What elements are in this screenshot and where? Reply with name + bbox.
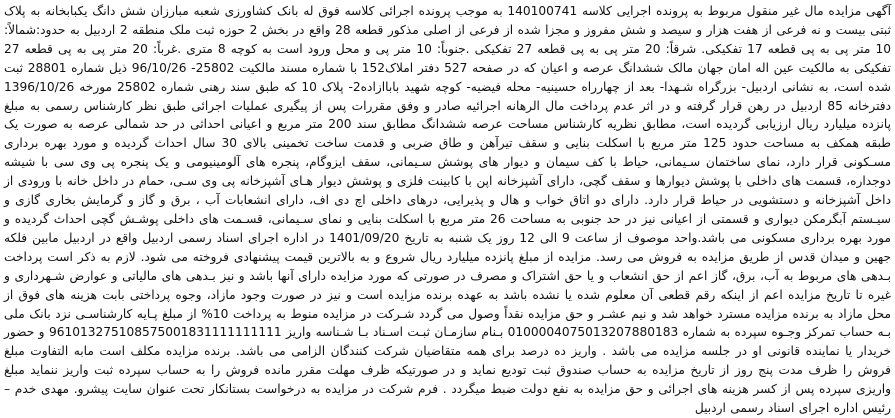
auction-notice-text: آگهی مزایده مال غیر منقول مربوط به پرونده اجرایی کلاسه 140100741 به موجب پرونده اجرائی کلاسه فوق له بانک کشاورزی شعبه مبارزان شش دانگ یکبابخانه به پلاک ثبتی بیست و نه فرعی از هفت هزار و سیصد و شش مفروز و مجزا شده از فرعی از اصلی مذکور قطعه 28 واقع در بخش 2 حوزه ثبت ملک منطقه 2 اردبیل به حدود:شمالاً: 10 متر پی به پی قطعه 17 تفکیکی. شرقاً: 20 متر پی به پی قطعه 27 تفکیکی .جنوباً: 10 متر پی و محل ورود است به کوچه 8 متری .غرباً: 20 متر پی به پی قطعه 27 تفکیکی به مالکیت عین اله امان جهان مالک ششدانگ عرصه و اعیان که در صفحه 527 دفتر املاک152 با شماره مسند مالکیت 25802- 96/10/26 ذیل شماره 28801 ثبت شده است، به نشانی اردبیل- بزرگراه شـهدا- بعد از چهارراه حسینیه- محله فیضیه- کوچه شهید باباازاده2- پلاک 10 که طبق سند رهنی شماره 25802 مورخه 1396/10/26 دفترخانه 85 اردبیل در رهن قرار گرفته و در اثر عدم پرداخت مال الرهانه اجرائیه صادر و وفق مقررات پس از پیگیری عملیات اجرائی طبق نظر کارشناس رسمی به مبلغ پانزده میلیارد ریال ارزیابی گردیده است، مطابق نظریه کارشناس مساحت عرصه ششدانگ مطابق سند 200 متر مربع و اعیانی احداثی در حد شمالی عرصه به صورت یک طبقه همکف به مساحت حدود 125 متر مربع با اسکلت بنایی و سقف تیرآهن و طاق ضربی و قدمت ساخت تخمینی بالای 30 سال احداث گردیده و مورد بهره برداری مسـکونی قرار دارد، نمای ساختمان سـیمانی، حیاط با کف سیمان و دیوار های پوشش سـیمانی، سقف ایزوگام، پنجره های آلومینیومی و یک پنجره پی وی سی با شیشه دوجداره، قسمت های داخلی با پوشش دیوارها و سقف گچی، دارای آشپزخانه اپن با کابینت فلزی و پوشش دیوار هـای آشپزخانه پی وی سـی، حمام در داخل خانه با ورودی از داخل آشپزخانه و دستشویی در حیاط قرار دارد. دارای دو اتاق خواب و هال و پذیرایی، درهای داخلی اچ دی اف، دارای انشعابات آب ، برق و گاز و گرمایش بخاری گازی و سیـستم آبگرمکن دیواری و قسمتی از اعیانی نیز در حد جنوبی به مساحت 26 متر مربع با اسکلت بنایی و نمای سـیمانی، قسـمت های داخلی پوشـش گچی احداث گردیده و مورد بهره برداری مسکونی می باشد.واحد موصوف از ساعت 9 الی 12 روز یک شنبه به تاریخ 1401/09/20 در اداره اجرای اسناد رسمی اردبیل واقع در اردبیل مابین فلکه جهین و میدان قدس از طریق مزایده به فروش می رسد. مزایده از مبلغ پانزده میلیارد ریال شروع و به بالاترین قیمت پیشنهادی فروخته می شود. لازم به ذکر است پرداخت بـدهی های مربوط به آب، برق، گاز اعم از حق انشعاب و یا حق اشتراک و مصرف در صورتی که مورد مزایده دارای آنها باشد و نیز بـدهی های مالیاتی و عوارض شـهرداری و غیره تا تاریخ مزایده اعم از اینکه رقم قطعی آن معلوم شده یا نشده باشد به عهده برنده مزایده است و نیز در صورت وجود مازاد، وجوه پرداختی بابت هزینه های فوق از محل مازاد به برنده مزایده مسترد خواهد شد و نیم عشـر و حق مزایده نقداً وصول می گردد شـرکت در مزایده منوط به پرداخت 10% از مبلغ پـایه کارشناسـی نزد بانک ملی بـه حساب تمرکز وجـوه سپرده به شماره 0100004075013207880183 بـنام سازمـان ثبـت اسـناد بـا شـناسه واریز 961013275108575001831111111111 و حضور خریدار یا نماینده قانونی او در جلسه مزایده می باشد . واریز ده درصد برای همه متقاضیان شرکت کنندگان الزامی می باشد. برنده مزایده مکلف است مابه التفاوت مبلغ فروش را ظرف مدت پنج روز از تاریخ مزایده به حساب صندوق ثبت تودیع نماید و در صورتیکه ظرف مهلت مقرر مانده فروش را به حساب سپرده ثبت واریز ننماید مبلغ واریزی سپرده پس از کسر هزینه های اجرائی و حق مزایده به نفع دولت ضبط میگردد . فرم شرکت در مزایده به درخواست بستانکار تحت عنوان سایت پیشرو. مهدی خدم – رئیس اداره اجرای اسناد رسمی اردبیل <box>4 4 892 416</box>
